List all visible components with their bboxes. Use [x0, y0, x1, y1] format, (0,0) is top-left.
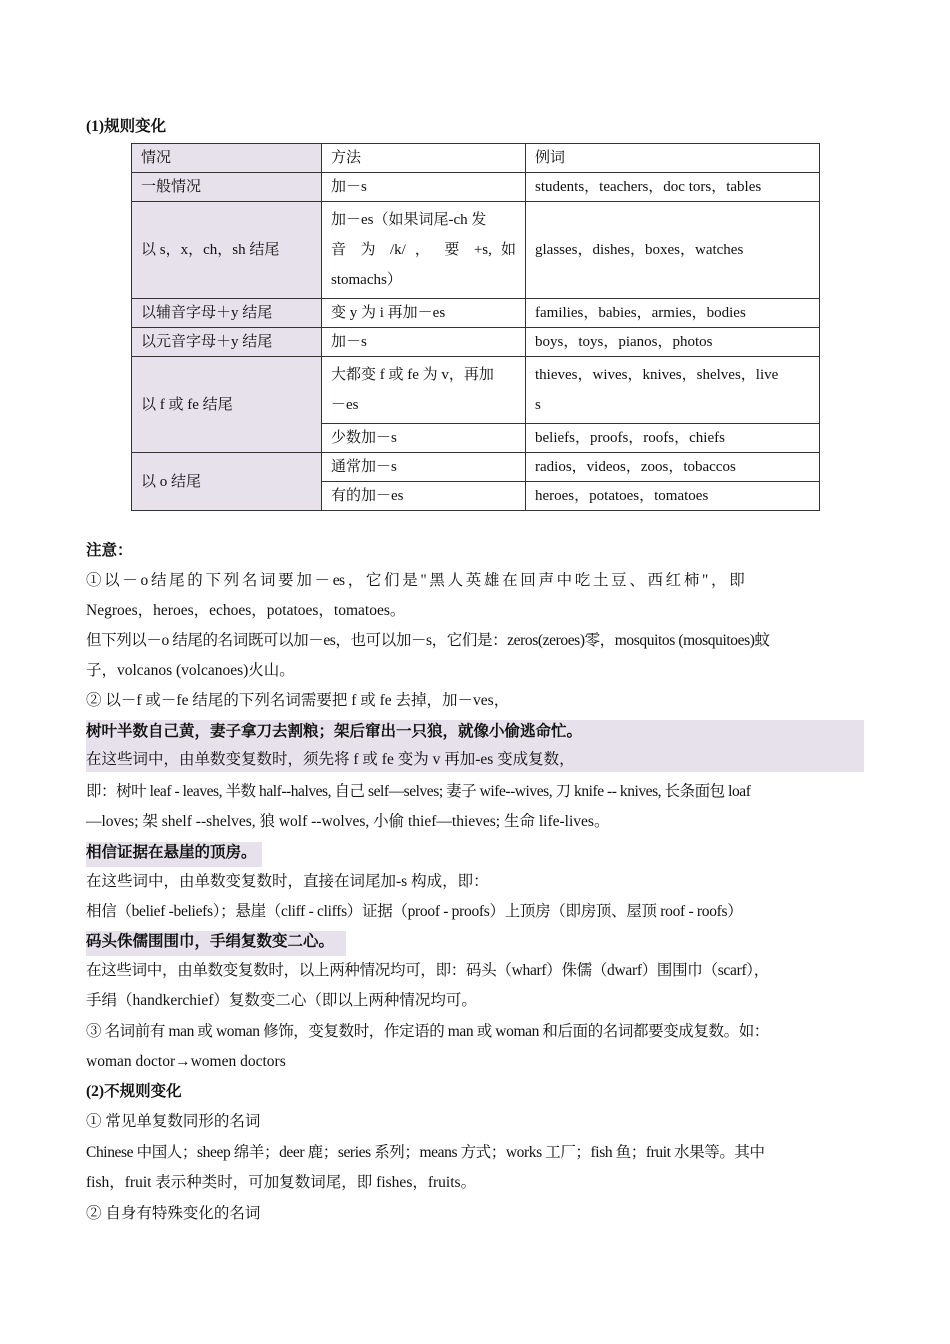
examples-cell: beliefs，proofs，roofs，chiefs: [526, 424, 820, 453]
irregular-line: Chinese 中国人；sheep 绵羊；deer 鹿；series 系列；means 方式；works 工厂；fish 鱼；fruit 水果等。其中: [86, 1144, 765, 1161]
note-line: 即：树叶 leaf - leaves, 半数 half--halves, 自己 self—selves; 妻子 wife--wives, 刀 knife -- knives, 长条面包 loaf: [86, 783, 751, 800]
method-cell: 有的加－es: [322, 482, 526, 511]
table-row: [132, 453, 820, 482]
header-situation: 情况: [132, 144, 322, 173]
method-line: －es: [331, 397, 359, 413]
situation-cell: 一般情况: [132, 173, 322, 202]
method-line: stomachs）: [331, 272, 402, 288]
method-cell: [322, 202, 526, 299]
method-line: 加－es（如果词尾-ch 发: [331, 212, 487, 228]
situation-cell: 以 f 或 fe 结尾: [132, 357, 322, 453]
note-line: 但下列以－o 结尾的名词既可以加－es，也可以加－s，它们是：zeros(zeroes)零，mosquitos (mosquitoes)蚊: [86, 632, 770, 649]
examples-line: s: [535, 397, 541, 413]
irregular-line: ① 常见单复数同形的名词: [86, 1113, 261, 1130]
mnemonic-3: 码头侏儒围围巾，手绢复数变二心。: [86, 933, 335, 950]
table-row: [132, 357, 820, 424]
plural-rules-table: [131, 143, 820, 511]
method-cell: 变 y 为 i 再加－es: [322, 299, 526, 328]
table-header-row: [132, 144, 820, 173]
examples-cell: boys，toys，pianos，photos: [526, 328, 820, 357]
header-method: 方法: [322, 144, 526, 173]
situation-cell: 以 s，x，ch，sh 结尾: [132, 202, 322, 299]
note-line: woman doctor→women doctors: [86, 1053, 286, 1070]
note-line: ① 以 － o 结 尾 的 下 列 名 词 要 加 － es ， 它 们 是 " 黑 人 英 雄 在 回 声 中 吃 土 豆 、 西 红 柿 " ， 即: [86, 572, 745, 589]
mnemonic-1: 树叶半数自己黄，妻子拿刀去割粮；架后窜出一只狼，就像小偷逃命忙。: [86, 723, 583, 740]
examples-cell: families，babies，armies，bodies: [526, 299, 820, 328]
note-line: 在这些词中，由单数变复数时，以上两种情况均可，即：码头（wharf）侏儒（dwarf）围围巾（scarf），: [86, 962, 769, 979]
note-line: 子，volcanos (volcanoes)火山。: [86, 662, 295, 679]
mnemonic-2: 相信证据在悬崖的顶房。: [86, 844, 257, 861]
method-cell: 少数加－s: [322, 424, 526, 453]
examples-cell: radios，videos，zoos，tobaccos: [526, 453, 820, 482]
table-row: [132, 328, 820, 357]
note-line: Negroes，heroes，echoes，potatoes，tomatoes。: [86, 602, 406, 619]
method-line: 大都变 f 或 fe 为 v，再加: [331, 367, 494, 383]
header-examples: 例词: [526, 144, 820, 173]
method-cell: 加－s: [322, 328, 526, 357]
situation-cell: 以辅音字母＋y 结尾: [132, 299, 322, 328]
situation-cell: 以元音字母＋y 结尾: [132, 328, 322, 357]
examples-line: thieves，wives，knives，shelves，live: [535, 367, 779, 383]
examples-cell: glasses，dishes，boxes，watches: [526, 202, 820, 299]
notes-title: 注意：: [86, 542, 133, 559]
method-cell: [322, 357, 526, 424]
section2-title: (2)不规则变化: [86, 1083, 182, 1100]
note-line: ③ 名词前有 man 或 woman 修饰，变复数时，作定语的 man 或 woman 和后面的名词都要变成复数。如：: [86, 1023, 769, 1040]
examples-cell: [526, 357, 820, 424]
note-line: 手绢（handkerchief）复数变二心（即以上两种情况均可。: [86, 992, 477, 1009]
situation-cell: 以 o 结尾: [132, 453, 322, 511]
irregular-line: ② 自身有特殊变化的名词: [86, 1205, 261, 1222]
note-line: 在这些词中，由单数变复数时，直接在词尾加-s 构成，即：: [86, 873, 489, 890]
examples-cell: students，teachers，doc tors，tables: [526, 173, 820, 202]
section1-title: (1)规则变化: [86, 118, 167, 135]
method-cell: 通常加－s: [322, 453, 526, 482]
irregular-line: fish，fruit 表示种类时，可加复数词尾，即 fishes，fruits。: [86, 1174, 477, 1191]
note-line: 相信（belief -beliefs）；悬崖（cliff - cliffs）证据（proof - proofs）上顶房（即房顶、屋顶 roof - roofs）: [86, 903, 743, 920]
method-line: 音 为 /k/ ， 要 +s, 如: [331, 242, 516, 258]
note-line: 在这些词中，由单数变复数时，须先将 f 或 fe 变为 v 再加-es 变成复数，: [86, 751, 575, 768]
method-cell: 加－s: [322, 173, 526, 202]
note-line: —loves; 架 shelf --shelves, 狼 wolf --wolves, 小偷 thief—thieves; 生命 life-lives。: [86, 813, 610, 830]
table-row: [132, 202, 820, 299]
table-row: [132, 299, 820, 328]
examples-cell: heroes，potatoes，tomatoes: [526, 482, 820, 511]
table-row: [132, 173, 820, 202]
note-line: ② 以－f 或－fe 结尾的下列名词需要把 f 或 fe 去掉，加－ves，: [86, 692, 510, 709]
